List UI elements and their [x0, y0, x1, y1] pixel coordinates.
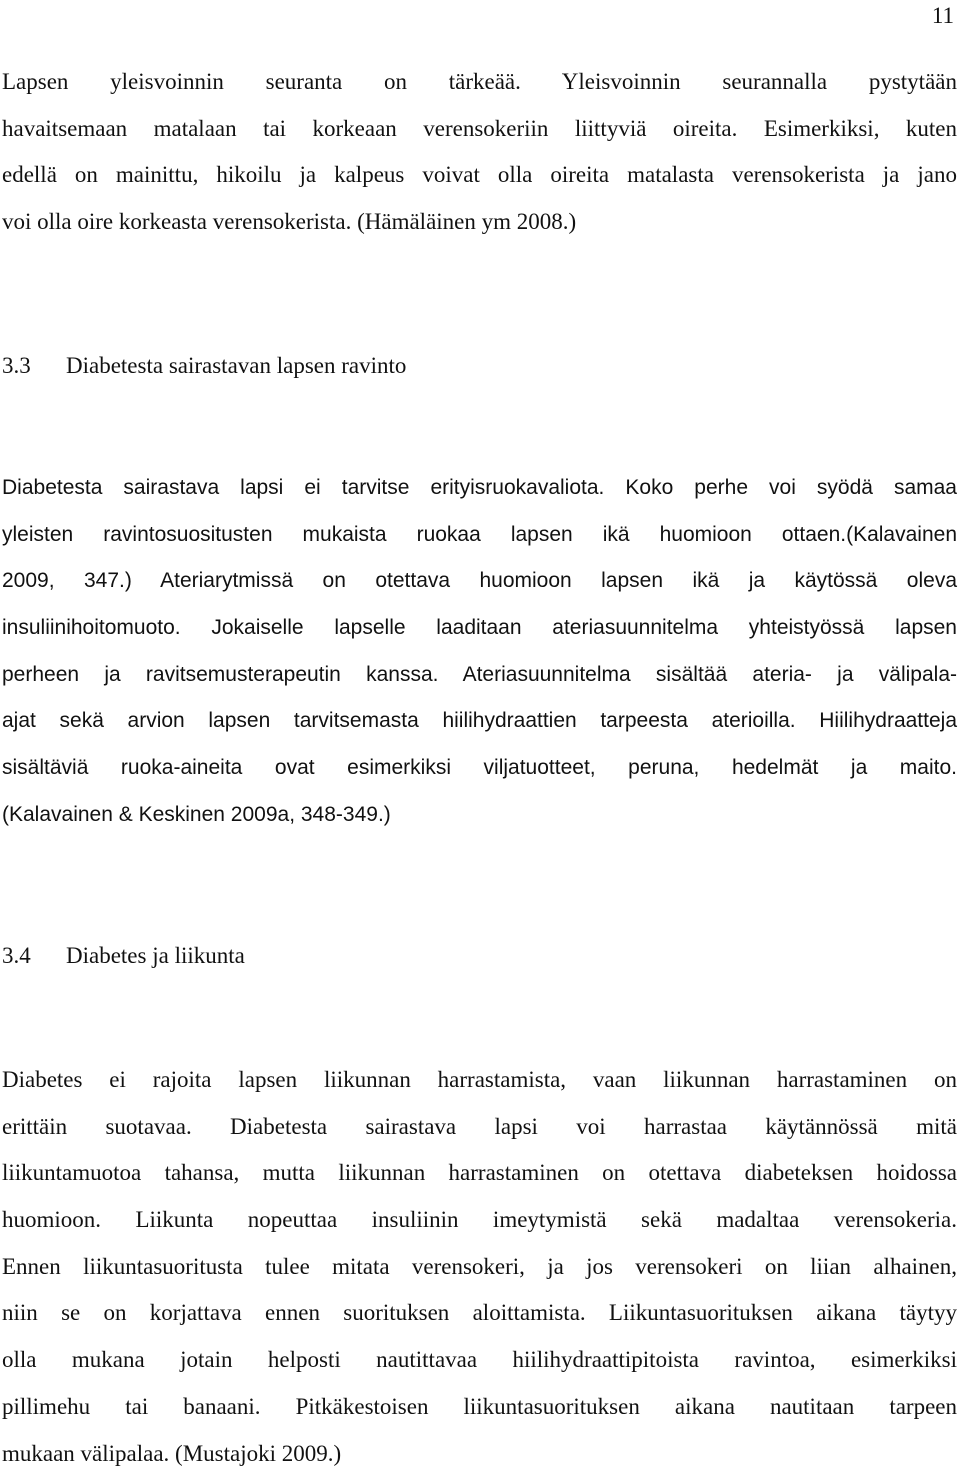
- paragraph-line: 2009, 347.) Ateriarytmissä on otettava huomioon lapsen ikä ja käytössä oleva: [2, 558, 957, 605]
- paragraph-line: sisältäviä ruoka-aineita ovat esimerkiksi viljatuotteet, peruna, hedelmät ja maito.: [2, 745, 957, 792]
- paragraph-line: insuliinihoitomuoto. Jokaiselle lapselle laaditaan ateriasuunnitelma yhteistyössä lapsen: [2, 605, 957, 652]
- paragraph-line: Diabetesta sairastava lapsi ei tarvitse erityisruokavaliota. Koko perhe voi syödä samaa: [2, 465, 957, 512]
- paragraph-exercise: [2, 1057, 957, 1477]
- page-number: 11: [932, 2, 954, 30]
- paragraph-line: pillimehu tai banaani. Pitkäkestoisen liikuntasuorituksen aikana nautitaan tarpeen: [2, 1384, 957, 1431]
- section-number: 3.4: [2, 941, 66, 971]
- paragraph-line: voi olla oire korkeasta verensokerista. (Hämäläinen ym 2008.): [2, 199, 957, 246]
- paragraph-line: niin se on korjattava ennen suorituksen aloittamista. Liikuntasuorituksen aikana täytyy: [2, 1290, 957, 1337]
- paragraph-line: liikuntamuotoa tahansa, mutta liikunnan harrastaminen on otettava diabeteksen hoidossa: [2, 1150, 957, 1197]
- paragraph-line: yleisten ravintosuositusten mukaista ruokaa lapsen ikä huomioon ottaen.(Kalavainen: [2, 512, 957, 559]
- paragraph-line: huomioon. Liikunta nopeuttaa insuliinin imeytymistä sekä madaltaa verensokeria.: [2, 1197, 957, 1244]
- section-title: Diabetes ja liikunta: [66, 943, 245, 968]
- paragraph-nutrition: [2, 465, 957, 839]
- section-title: Diabetesta sairastavan lapsen ravinto: [66, 353, 406, 378]
- paragraph-line: havaitsemaan matalaan tai korkeaan verensokeriin liittyviä oireita. Esimerkiksi, kuten: [2, 106, 957, 153]
- paragraph-line: Diabetes ei rajoita lapsen liikunnan harrastamista, vaan liikunnan harrastaminen on: [2, 1057, 957, 1104]
- section-number: 3.3: [2, 351, 66, 381]
- paragraph-line: Lapsen yleisvoinnin seuranta on tärkeää. Yleisvoinnin seurannalla pystytään: [2, 59, 957, 106]
- paragraph-line: (Kalavainen & Keskinen 2009a, 348-349.): [2, 792, 957, 839]
- section-heading-3-3: [2, 351, 406, 381]
- paragraph-line: edellä on mainittu, hikoilu ja kalpeus voivat olla oireita matalasta verensokerista ja jano: [2, 152, 957, 199]
- paragraph-line: mukaan välipalaa. (Mustajoki 2009.): [2, 1431, 957, 1477]
- section-heading-3-4: [2, 941, 245, 971]
- paragraph-line: perheen ja ravitsemusterapeutin kanssa. Ateriasuunnitelma sisältää ateria- ja välipala-: [2, 652, 957, 699]
- paragraph-line: Ennen liikuntasuoritusta tulee mitata verensokeri, ja jos verensokeri on liian alhainen,: [2, 1244, 957, 1291]
- paragraph-line: ajat sekä arvion lapsen tarvitsemasta hiilihydraattien tarpeesta aterioilla. Hiilihydraatteja: [2, 698, 957, 745]
- paragraph-line: olla mukana jotain helposti nautittavaa hiilihydraattipitoista ravintoa, esimerkiksi: [2, 1337, 957, 1384]
- paragraph-line: erittäin suotavaa. Diabetesta sairastava lapsi voi harrastaa käytännössä mitä: [2, 1104, 957, 1151]
- paragraph-general-wellbeing: [2, 59, 957, 246]
